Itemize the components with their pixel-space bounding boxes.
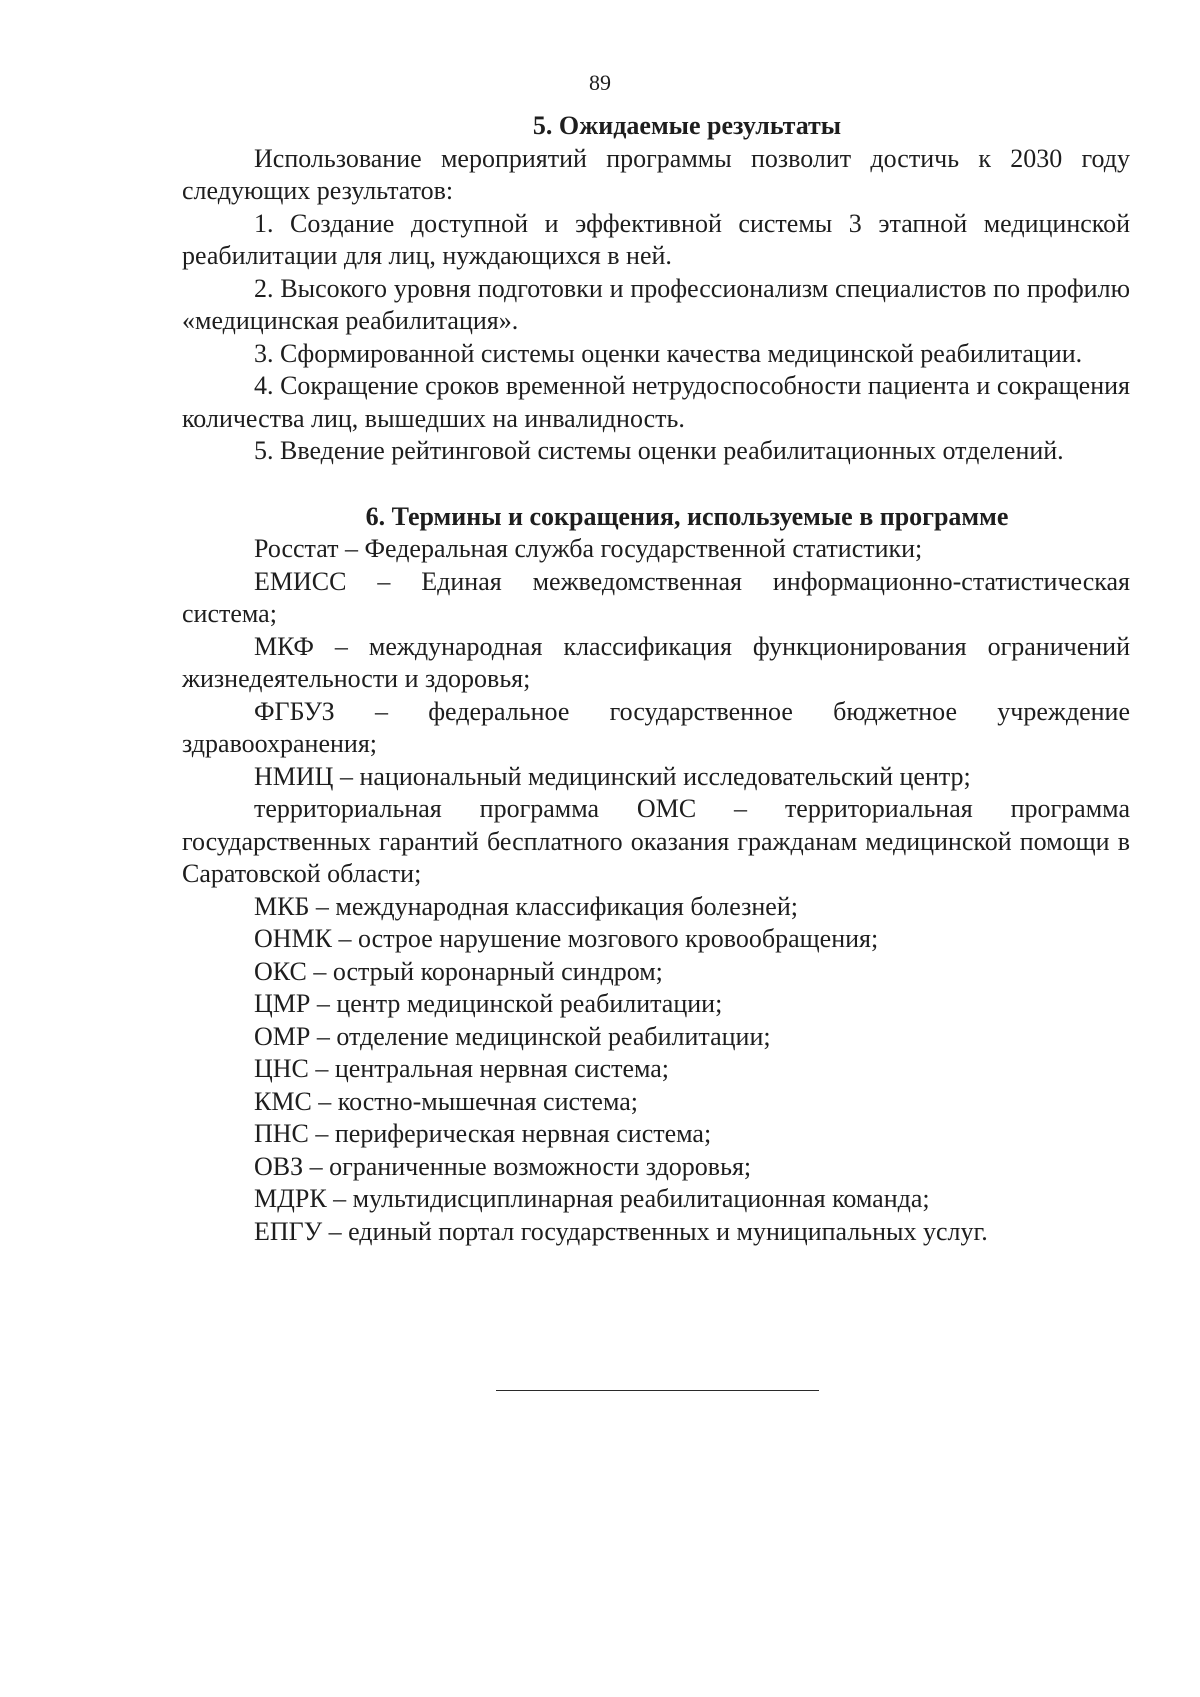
result-item-1: 1. Создание доступной и эффективной системы 3 этапной медицинской реабилитации для лиц, нуждающихся в ней. [182, 208, 1130, 270]
section-6-title: 6. Термины и сокращения, используемые в программе [365, 501, 1009, 531]
term-item-nmic: НМИЦ – национальный медицинский исследовательский центр; [254, 761, 971, 791]
term-item-mkb: МКБ – международная классификация болезней; [254, 891, 798, 921]
term-item-pns: ПНС – периферическая нервная система; [254, 1119, 712, 1148]
term-item-epgu: ЕПГУ – единый портал государственных и муниципальных услуг. [254, 1216, 988, 1246]
term-item-cmr: ЦМР – центр медицинской реабилитации; [254, 989, 723, 1018]
term-item-mkf: МКФ – международная классификация функционирования ограничений жизнедеятельности и здоровья; [182, 631, 1130, 693]
result-item-2: 2. Высокого уровня подготовки и профессионализм специалистов по профилю «медицинская реабилитация». [182, 273, 1130, 335]
end-of-document-rule [496, 1390, 819, 1391]
document-body [182, 110, 1130, 1248]
section-5-title: 5. Ожидаемые результаты [532, 111, 842, 140]
result-item-4: 4. Сокращение сроков временной нетрудоспособности пациента и сокращения количества лиц, вышедших на инвалидность. [182, 371, 1130, 433]
term-item-rosstat: Росстат – Федеральная служба государственной статистики; [254, 534, 923, 563]
result-item-3: 3. Сформированной системы оценки качества медицинской реабилитации. [254, 338, 1083, 368]
result-item-5: 5. Введение рейтинговой системы оценки реабилитационных отделений. [254, 436, 1064, 465]
term-item-emiss: ЕМИСС – Единая межведомственная информационно-статистическая система; [182, 566, 1130, 628]
term-item-kms: КМС – костно-мышечная система; [254, 1086, 638, 1116]
term-item-mdrk: МДРК – мультидисциплинарная реабилитационная команда; [254, 1184, 930, 1213]
term-item-oks: ОКС – острый коронарный синдром; [254, 956, 663, 986]
page-number: 89 [589, 70, 611, 95]
section-spacer [182, 468, 1130, 501]
term-item-onmk: ОНМК – острое нарушение мозгового кровообращения; [254, 924, 879, 953]
term-item-oms: территориальная программа ОМС – территориальная программа государственных гарантий бесплатного оказания гражданам медицинской помощи в Саратовской области; [182, 794, 1130, 888]
term-item-omr: ОМР – отделение медицинской реабилитации; [254, 1021, 771, 1051]
section-5-intro: Использование мероприятий программы позволит достичь к 2030 году следующих результатов: [182, 143, 1130, 205]
term-item-cns: ЦНС – центральная нервная система; [254, 1054, 670, 1083]
term-item-fgbuz: ФГБУЗ – федеральное государственное бюджетное учреждение здравоохранения; [182, 696, 1130, 758]
term-item-ovz: ОВЗ – ограниченные возможности здоровья; [254, 1151, 752, 1181]
